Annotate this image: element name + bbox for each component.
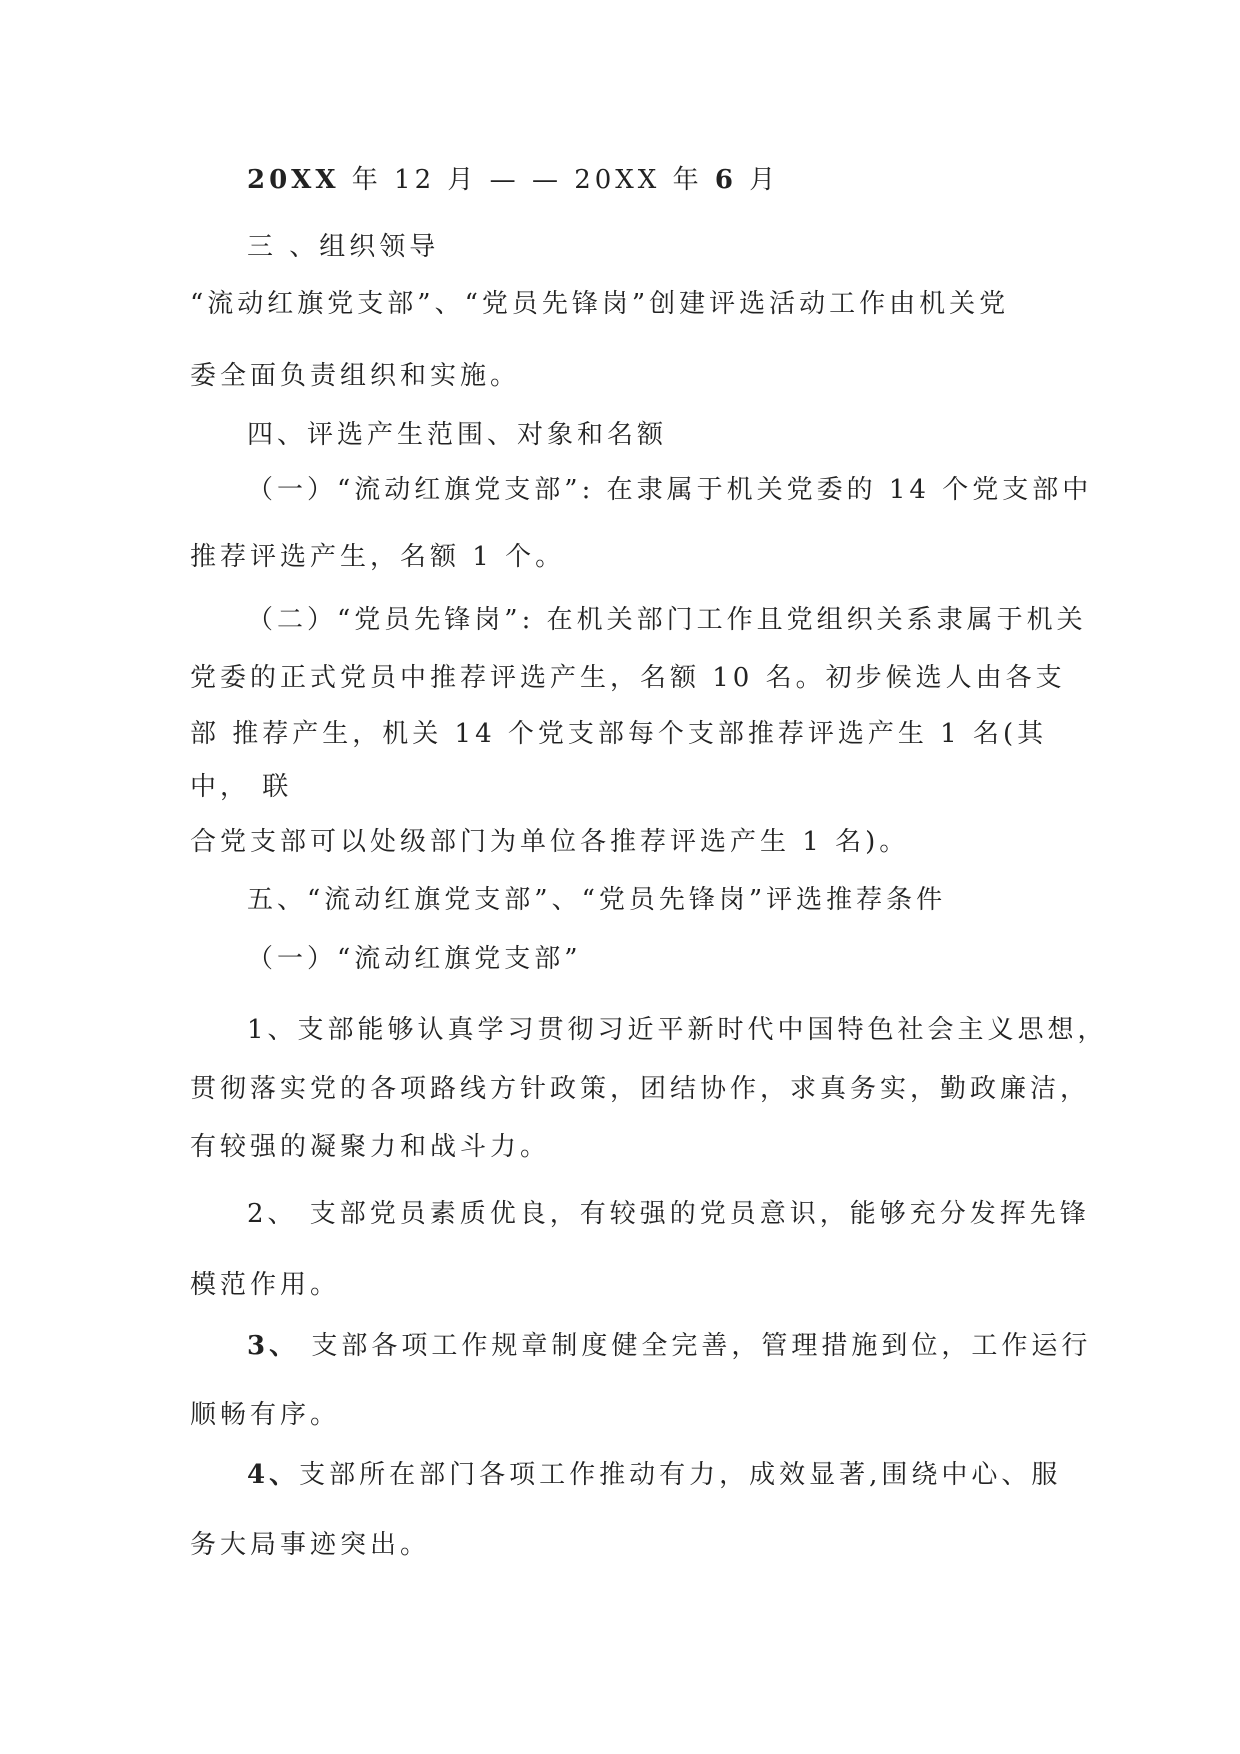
item-text: 支部各项工作规章制度健全完善，管理措施到位，工作运行	[299, 1331, 1092, 1361]
paragraph-line: （二）“党员先锋岗”: 在机关部门工作且党组织关系隶属于机关	[247, 605, 1087, 635]
paragraph-line: 委全面负责组织和实施。	[190, 361, 521, 391]
year-start: 20XX	[247, 165, 340, 195]
paragraph-line: 贯彻落实党的各项路线方针政策，团结协作，求真务实，勤政廉洁，	[190, 1074, 1091, 1104]
paragraph-line	[247, 1458, 1061, 1492]
paragraph-line: 2、 支部党员素质优良，有较强的党员意识，能够充分发挥先锋	[247, 1199, 1090, 1229]
paragraph-line: 有较强的凝聚力和战斗力。	[190, 1132, 551, 1162]
paragraph-line: （一）“流动红旗党支部”: 在隶属于机关党委的 14 个党支部中	[247, 475, 1093, 505]
item-number: 3、	[247, 1331, 300, 1361]
date-range-line	[247, 163, 779, 197]
paragraph-line: 务大局事迹突出。	[190, 1530, 431, 1560]
month-end: 6	[714, 165, 737, 195]
paragraph-line: 1、支部能够认真学习贯彻习近平新时代中国特色社会主义思想，	[247, 1015, 1108, 1045]
section-heading-5: 五、“流动红旗党支部”、“党员先锋岗”评选推荐条件	[247, 885, 947, 915]
paragraph-line: 顺畅有序。	[190, 1400, 341, 1430]
paragraph-line: 党委的正式党员中推荐评选产生，名额 10 名。初步候选人由各支	[190, 663, 1066, 693]
item-number: 4、	[247, 1460, 300, 1490]
paragraph-line	[247, 1329, 1091, 1363]
section-heading-3: 三 、组织领导	[247, 232, 440, 262]
date-middle: 年 12 月 — — 20XX 年	[339, 165, 715, 195]
section-heading-4: 四、评选产生范围、对象和名额	[247, 420, 668, 450]
paragraph-line: 模范作用。	[190, 1270, 341, 1300]
paragraph-line: 推荐评选产生，名额 1 个。	[190, 542, 566, 572]
paragraph-line: 合党支部可以处级部门为单位各推荐评选产生 1 名)。	[190, 827, 910, 857]
date-suffix: 月	[736, 165, 780, 195]
item-text: 支部所在部门各项工作推动有力，成效显著,围绕中心、服	[299, 1460, 1062, 1490]
paragraph-line: 中， 联	[190, 772, 293, 802]
paragraph-line: “流动红旗党支部”、“党员先锋岗”创建评选活动工作由机关党	[190, 289, 1010, 319]
paragraph-line: 部 推荐产生，机关 14 个党支部每个支部推荐评选产生 1 名(其	[190, 719, 1048, 749]
subsection-heading: （一）“流动红旗党支部”	[247, 944, 582, 974]
